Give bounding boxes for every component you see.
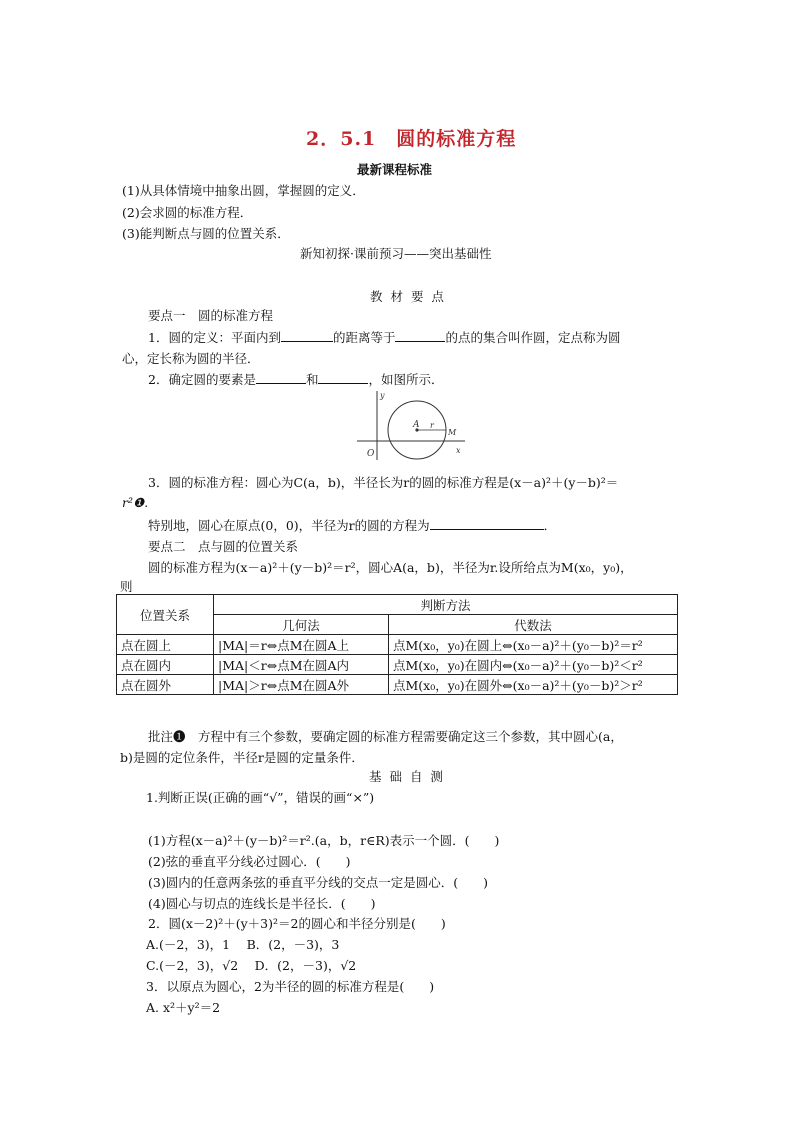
item1-text-c: 的点的集合叫作圆，定点称为圆 <box>445 330 621 345</box>
cell-alg: 点M(x₀，y₀)在圆内⇔(x₀－a)²＋(y₀－b)²＜r² <box>389 655 678 675</box>
th-geo: 几何法 <box>214 615 389 635</box>
section-heading-materials: 教 材 要 点 <box>370 289 446 304</box>
point2-heading: 要点二 点与圆的位置关系 <box>148 539 299 554</box>
q1-item-1: (1)方程(x－a)²＋(y－b)²＝r².(a，b，r∈R)表示一个圆．( ) <box>148 833 500 848</box>
cell-alg: 点M(x₀，y₀)在圆外⇔(x₀－a)²＋(y₀－b)²＞r² <box>389 675 678 695</box>
item2-text-c: ，如图所示． <box>368 372 444 387</box>
q3-stem: 3．以原点为圆心，2为半径的圆的标准方程是( ) <box>146 979 435 994</box>
radius-label: r <box>430 421 434 430</box>
cell-geo: |MA|＜r⇔点M在圆A内 <box>214 655 389 675</box>
item1-text-a: 1．圆的定义：平面内到 <box>148 330 281 345</box>
q1-item-4: (4)圆心与切点的连线长是半径长．( ) <box>148 896 376 911</box>
point1-item3: 3．圆的标准方程：圆心为C(a，b)，半径长为r的圆的标准方程是(x－a)²＋(y－b)²＝ <box>148 475 619 490</box>
cell-alg: 点M(x₀，y₀)在圆上⇔(x₀－a)²＋(y₀－b)²＝r² <box>389 635 678 655</box>
point2-intro: 圆的标准方程为(x－a)²＋(y－b)²＝r²，圆心A(a，b)，半径为r.设所给点为M(x₀，y₀)， <box>148 560 633 575</box>
point1-item1-cont: 心，定长称为圆的半径． <box>122 351 260 366</box>
x-label: x <box>456 446 461 455</box>
q2-options-cd: C.(－2，3)，√2 D．(2，－3)，√2 <box>146 958 357 973</box>
standard-1: (1)从具体情境中抽象出圆，掌握圆的定义． <box>122 183 365 198</box>
standard-3: (3)能判断点与圆的位置关系． <box>122 226 290 241</box>
note: 批注❶ 方程中有三个参数，要确定圆的标准方程需要确定这三个参数，其中圆心(a， <box>148 729 623 744</box>
q2-stem: 2．圆(x－2)²＋(y＋3)²＝2的圆心和半径分别是( ) <box>148 916 446 931</box>
cell-pos: 点在圆外 <box>117 675 214 695</box>
table-row <box>117 635 678 655</box>
cell-geo: |MA|＝r⇔点M在圆A上 <box>214 635 389 655</box>
item2-text-a: 2．确定圆的要素是 <box>148 372 256 387</box>
point1-item3-cont: r²❶. <box>122 495 149 510</box>
blank-3[interactable] <box>256 371 306 384</box>
y-label: y <box>380 391 385 400</box>
special-text: 特别地，圆心在原点(0，0)，半径为r的圆的方程为 <box>148 518 430 533</box>
blank-1[interactable] <box>281 329 333 342</box>
center-label: A <box>413 420 420 430</box>
q3-option-a: A. x²＋y²＝2 <box>146 1000 221 1015</box>
note-cont: b)是圆的定位条件，半径r是圆的定量条件． <box>120 750 364 765</box>
page-title: 2．5.1 圆的标准方程 <box>306 128 517 150</box>
table-row <box>117 655 678 675</box>
circle-figure <box>355 388 470 463</box>
cell-pos: 点在圆上 <box>117 635 214 655</box>
standard-2: (2)会求圆的标准方程． <box>122 205 253 220</box>
cell-geo: |MA|＞r⇔点M在圆A外 <box>214 675 389 695</box>
th-position: 位置关系 <box>117 595 214 635</box>
origin-label: O <box>367 449 375 459</box>
blank-5[interactable] <box>430 517 544 530</box>
section-heading-selftest: 基 础 自 测 <box>369 769 445 784</box>
blank-4[interactable] <box>318 371 368 384</box>
th-method: 判断方法 <box>214 595 678 615</box>
q1-item-3: (3)圆内的任意两条弦的垂直平分线的交点一定是圆心．( ) <box>148 875 488 890</box>
q2-options-ab: A.(－2，3)，1 B．(2，－3)，3 <box>146 937 340 952</box>
q1-item-2: (2)弦的垂直平分线必过圆心．( ) <box>148 854 351 869</box>
point-m-label: M <box>448 428 457 437</box>
cell-pos: 点在圆内 <box>117 655 214 675</box>
section-bar: 新知初探·课前预习——突出基础性 <box>300 246 492 261</box>
subtitle: 最新课程标准 <box>357 162 433 177</box>
point1-item3-special <box>148 516 556 534</box>
th-alg: 代数法 <box>389 615 678 635</box>
q1-stem: 1.判断正误(正确的画“√”，错误的画“×”) <box>146 790 375 805</box>
point1-item1 <box>148 328 621 346</box>
item1-text-b: 的距离等于 <box>332 330 396 345</box>
point2-intro-cont: 则 <box>120 579 133 594</box>
point1-item2 <box>148 370 444 388</box>
point1-heading: 要点一 圆的标准方程 <box>148 308 274 323</box>
special-end: ． <box>543 518 557 533</box>
blank-2[interactable] <box>395 329 445 342</box>
position-table <box>116 594 678 695</box>
table-row <box>117 675 678 695</box>
item2-text-b: 和 <box>305 372 319 387</box>
